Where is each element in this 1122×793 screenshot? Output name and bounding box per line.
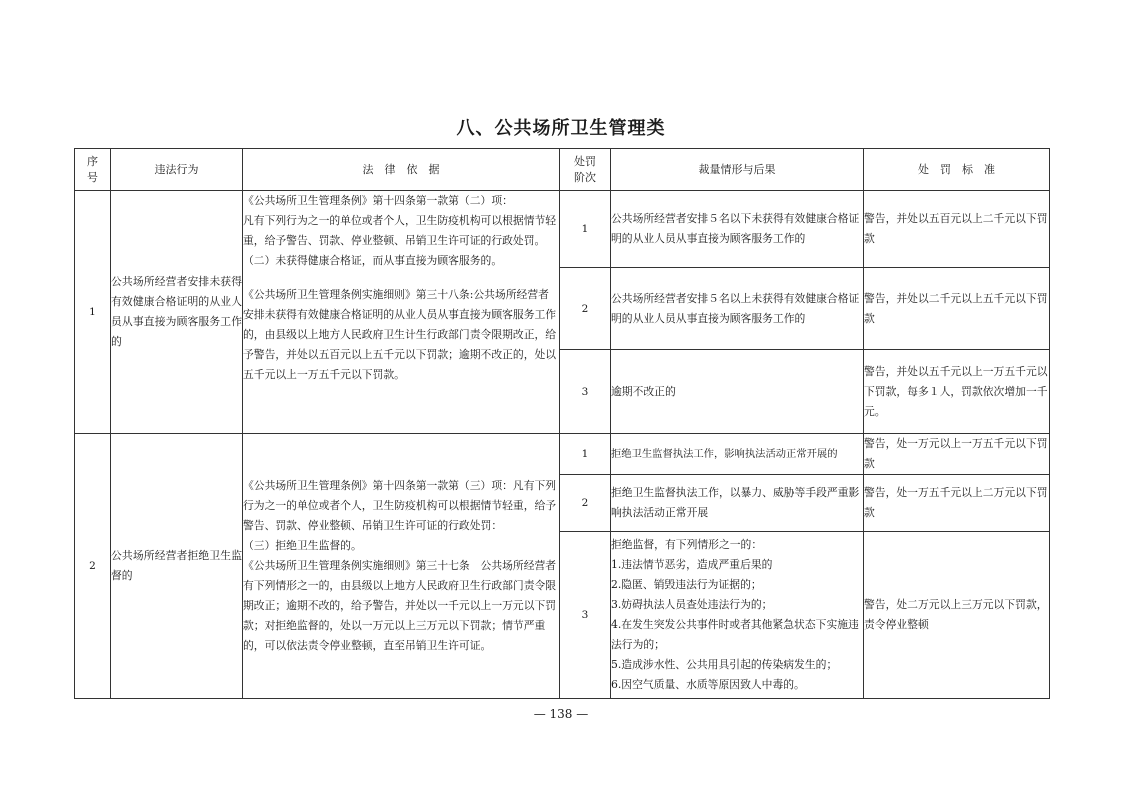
circumstance-line: 拒绝监督，有下列情形之一的： <box>611 538 763 551</box>
table-header-row <box>75 149 1050 191</box>
basis-paragraph: 《公共场所卫生管理条例实施细则》第三十七条 公共场所经营者有下列情形之一的，由县级以上地方人民政府卫生行政部门责令限期改正；逾期不改的，给予警告，并处以一千元以上一万元以下罚款；对拒绝监督的，处以一万元以上三万元以下罚款；情节严重的，可以依法责令停业整顿，直至吊销卫生许可证。 <box>243 559 557 652</box>
circumstance: 拒绝卫生监督执法工作，影响执法活动正常开展的 <box>611 434 864 475</box>
penalty-standard: 警告，并处以二千元以上五千元以下罚款 <box>864 268 1050 350</box>
basis-paragraph: （三）拒绝卫生监督的。 <box>243 539 362 552</box>
table-row <box>75 434 1050 475</box>
stage-number: 3 <box>560 532 611 699</box>
circumstance-line: 5.造成涉水性、公共用具引起的传染病发生的； <box>611 658 838 671</box>
row-basis <box>243 191 560 434</box>
stage-number: 1 <box>560 434 611 475</box>
row-seq: 1 <box>75 191 111 434</box>
basis-paragraph: 《公共场所卫生管理条例实施细则》第三十八条:公共场所经营者安排未获得有效健康合格证明的从业人员从事直接为顾客服务工作的，由县级以上地方人民政府卫生计生行政部门责令限期改正，给予警告，并处以五百元以上五千元以下罚款；逾期不改正的，处以五千元以上一万五千元以下罚款。 <box>243 288 557 381</box>
page-number: — 138 — <box>533 707 589 721</box>
row-basis <box>243 434 560 699</box>
header-basis: 法 律 依 据 <box>243 149 560 191</box>
basis-paragraph: 《公共场所卫生管理条例》第十四条第一款第（二）项： <box>243 194 513 207</box>
penalty-standard: 警告，并处以五百元以上二千元以下罚款 <box>864 191 1050 268</box>
stage-number: 3 <box>560 350 611 434</box>
stage-number: 1 <box>560 191 611 268</box>
circumstance-line: 3.妨碍执法人员查处违法行为的； <box>611 598 773 611</box>
circumstance: 拒绝卫生监督执法工作，以暴力、威胁等手段严重影响执法活动正常开展 <box>611 475 864 532</box>
circumstance: 逾期不改正的 <box>611 350 864 434</box>
basis-paragraph: 《公共场所卫生管理条例》第十四条第一款第（三）项：凡有下列行为之一的单位或者个人，卫生防疫机构可以根据情节轻重，给予警告、罚款、停业整顿、吊销卫生许可证的行政处罚： <box>243 479 557 532</box>
page-title: 八、公共场所卫生管理类 <box>456 118 666 139</box>
penalty-standard: 警告，处一万五千元以上二万元以下罚款 <box>864 475 1050 532</box>
circumstance-line: 2.隐匿、销毁违法行为证据的； <box>611 578 762 591</box>
row-seq: 2 <box>75 434 111 699</box>
row-behavior: 公共场所经营者拒绝卫生监督的 <box>111 434 243 699</box>
header-stage: 处罚 阶次 <box>560 149 611 191</box>
header-seq: 序 号 <box>75 149 111 191</box>
table-row <box>75 191 1050 268</box>
circumstance-line: 1.违法情节恶劣，造成严重后果的 <box>611 558 773 571</box>
basis-paragraph: 凡有下列行为之一的单位或者个人，卫生防疫机构可以根据情节轻重，给予警告、罚款、停业整顿、吊销卫生许可证的行政处罚。 <box>243 214 557 247</box>
header-standard: 处 罚 标 准 <box>864 149 1050 191</box>
header-circumstance: 裁量情形与后果 <box>611 149 864 191</box>
row-behavior: 公共场所经营者安排未获得有效健康合格证明的从业人员从事直接为顾客服务工作的 <box>111 191 243 434</box>
penalty-table <box>74 148 1050 699</box>
circumstance-line: 6.因空气质量、水质等原因致人中毒的。 <box>611 678 805 691</box>
header-behavior: 违法行为 <box>111 149 243 191</box>
penalty-standard: 警告，处二万元以上三万元以下罚款，责令停业整顿 <box>864 532 1050 699</box>
stage-number: 2 <box>560 475 611 532</box>
penalty-standard: 警告，处一万元以上一万五千元以下罚款 <box>864 434 1050 475</box>
penalty-standard: 警告，并处以五千元以上一万五千元以下罚款，每多１人，罚款依次增加一千元。 <box>864 350 1050 434</box>
circumstance: 公共场所经营者安排５名以上未获得有效健康合格证明的从业人员从事直接为顾客服务工作的 <box>611 268 864 350</box>
circumstance-line: 4.在发生突发公共事件时或者其他紧急状态下实施违法行为的； <box>611 618 859 651</box>
basis-paragraph: （二）未获得健康合格证，而从事直接为顾客服务的。 <box>243 254 503 267</box>
circumstance: 公共场所经营者安排５名以下未获得有效健康合格证明的从业人员从事直接为顾客服务工作的 <box>611 191 864 268</box>
stage-number: 2 <box>560 268 611 350</box>
circumstance <box>611 532 864 699</box>
